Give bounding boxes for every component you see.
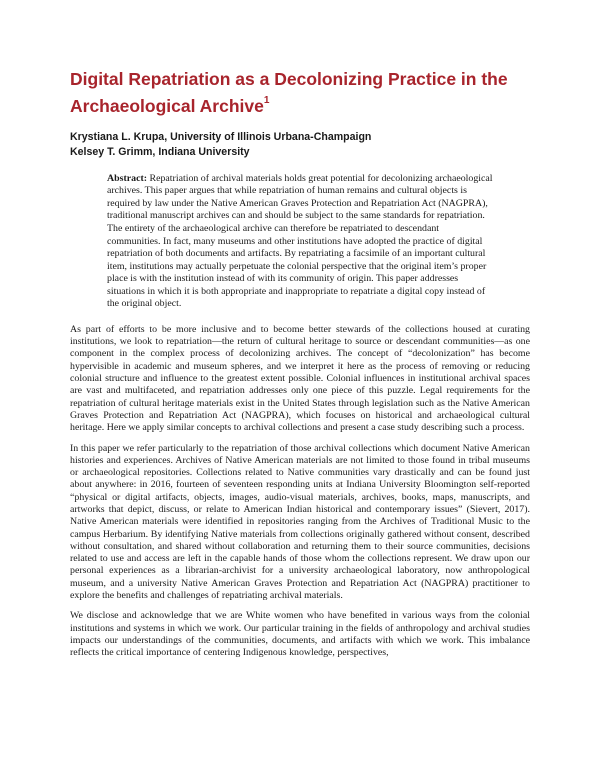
body-text: [70, 324, 530, 660]
title-footnote-marker[interactable]: 1: [263, 95, 270, 106]
body-paragraph-2: In this paper we refer particularly to the repatriation of those archival collections which document Native American histories and experiences. Archives of Native American materials are not limited to those found in tribal museums or archaeological repositories. Collections related to Native communities vary drastically and can be found just about anywhere: in 2016, fourteen of seventeen responding units at Indiana University Bloomington self-reported “physical or digital artifacts, objects, images, audio-visual materials, archives, books, maps, manuscripts, and artworks that depict, discuss, or relate to American Indian historical and contemporary issues” (Sievert, 2017). Native American materials were identified in repositories ranging from the Archives of Traditional Music to the campus Herbarium. By identifying Native materials from collections originally gathered without consent, described without consultation, and shared without collaboration and returning them to their source communities, decisions related to use and access are left in the capable hands of those whom the collections represent. We draw upon our personal experiences as a librarian-archivist for a university archaeological laboratory, now anthropological museum, and a university Native American Graves Protection and Repatriation Act (NAGPRA) practitioner to explore the benefits and challenges of repatriating archival materials.: [70, 442, 530, 602]
abstract: [107, 173, 493, 311]
author-1: Krystiana L. Krupa, University of Illinois Urbana-Champaign: [70, 130, 372, 143]
abstract-label: Abstract:: [107, 172, 148, 184]
body-paragraph-1: As part of efforts to be more inclusive and to become better stewards of the collections housed at curating institutions, we look to repatriation—the return of cultural heritage to source or descendant communities—as one component in the complex process of decolonizing archives. The concept of “decolonization” has become hypervisible in academic and museum spheres, and we interpret it here as the process of removing or reducing colonial structure and influence to the greatest extent possible. Colonial influences in institutional archival spaces are vast and multifaceted, and repatriation addresses only one piece of this puzzle. Legal requirements for the repatriation of cultural heritage materials exist in the United States through legislation such as the Native American Graves Protection and Repatriation Act (NAGPRA), which focuses on historical and archaeological cultural heritage. Here we apply similar concepts to archival collections and present a case study describing such a process.: [70, 323, 530, 434]
paper-title-text: Digital Repatriation as a Decolonizing Practice in the Archaeological Archive: [70, 69, 508, 116]
paper-title: [70, 68, 530, 118]
author-2: Kelsey T. Grimm, Indiana University: [70, 145, 250, 158]
body-paragraph-3: We disclose and acknowledge that we are White women who have benefited in various ways from the colonial institutions and systems in which we work. Our particular training in the fields of anthropology and archival studies impacts our understandings of the communities, documents, and artifacts with which we work. This imbalance reflects the critical importance of centering Indigenous knowledge, perspectives,: [70, 610, 530, 659]
abstract-text: Repatriation of archival materials holds great potential for decolonizing archaeological archives. This paper argues that while repatriation of human remains and cultural objects is required by law under the Native American Graves Protection and Repatriation Act (NAGPRA), traditional manuscript archives can and should be subject to the same standards for repatriation. The entirety of the archaeological archive can therefore be repatriated to descendant communities. In fact, many museums and other institutions have adopted the practice of digital repatriation of both documents and artifacts. By repatriating a facsimile of an important cultural item, institutions may actually perpetuate the colonial perspective that the original item’s proper place is with the institution instead of with its community of origin. This paper addresses situations in which it is both appropriate and inappropriate to repatriate a digital copy instead of the original object.: [107, 172, 493, 310]
author-list: [70, 130, 530, 160]
